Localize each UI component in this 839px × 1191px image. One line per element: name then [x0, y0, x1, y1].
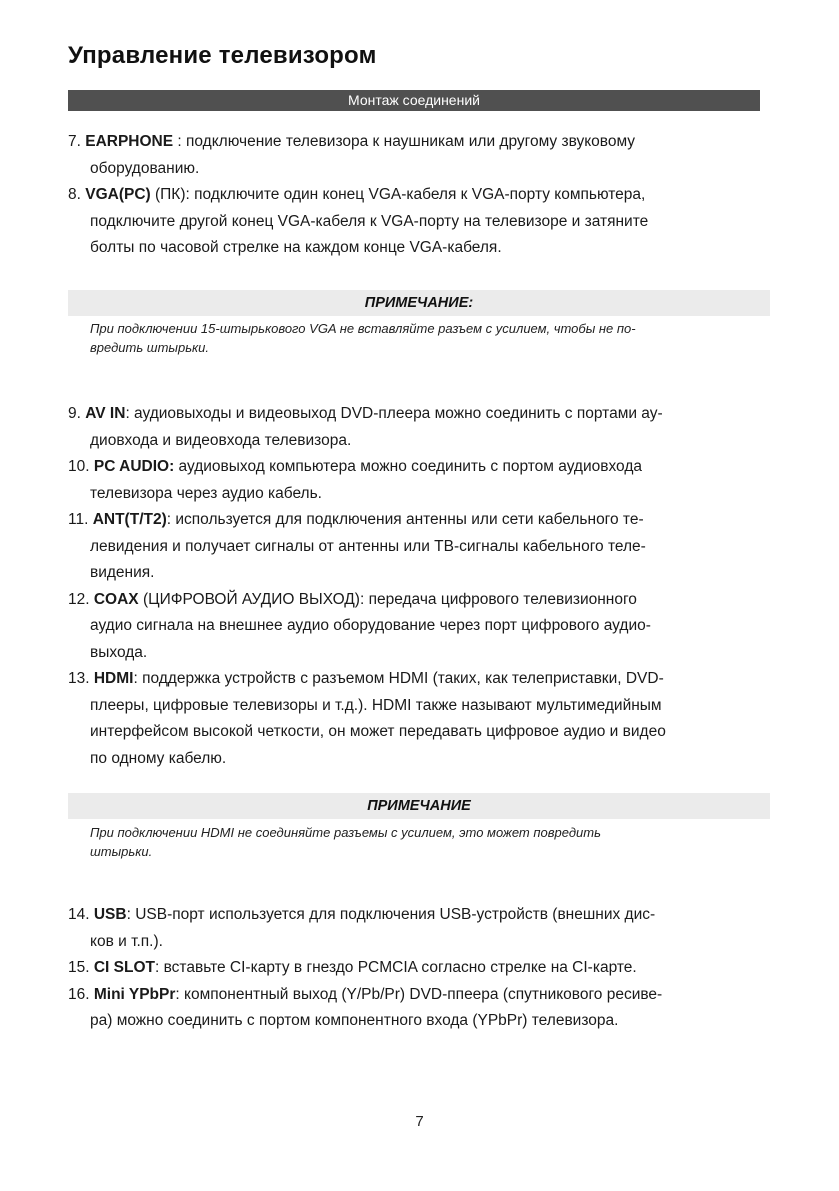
item-text: ра) можно соединить с портом компонентного входа (YPbPr) телевизора.: [90, 1012, 619, 1029]
item-text: телевизора через аудио кабель.: [90, 484, 322, 502]
note-text: [90, 319, 760, 357]
item-number: 12.: [68, 590, 94, 608]
list-item: [68, 182, 770, 262]
list-item: [68, 982, 770, 1035]
list-item: [68, 902, 770, 955]
item-text: : подключение телевизора к наушникам или другому звуковому: [173, 133, 636, 150]
list-item-line: [68, 186, 645, 203]
item-text: подключите другой конец VGA-кабеля к VGA-порту на телевизоре и затяните: [90, 212, 649, 230]
item-text: интерфейсом высокой четкости, он может передавать цифровое аудио и видео: [90, 723, 666, 740]
item-number: 15.: [68, 959, 94, 976]
page-number: 7: [415, 1113, 424, 1130]
item-term: VGA(PC): [85, 186, 151, 203]
list-item: [68, 507, 770, 587]
item-text: ков и т.п.).: [90, 932, 163, 950]
item-text: : вставьте CI-карту в гнездо PCMCIA согласно стрелке на CI-карте.: [155, 959, 637, 976]
list-item: [68, 955, 770, 982]
list-item: [68, 587, 770, 667]
item-text: оборудованию.: [90, 159, 200, 177]
item-text: диовхода и видеовхода телевизора.: [90, 431, 352, 449]
list-item-line: [68, 405, 663, 422]
list-item: [68, 454, 770, 507]
list-item-line: [68, 986, 662, 1003]
item-text: (ЦИФРОВОЙ АУДИО ВЫХОД): передача цифрового телевизионного: [138, 590, 637, 608]
item-text: : используется для подключения антенны или сети кабельного те-: [166, 511, 644, 528]
list-item-line: [68, 959, 637, 976]
page-title: Управление телевизором: [68, 42, 377, 69]
item-text: : USB-порт используется для подключения USB-устройств (внешних дис-: [126, 906, 656, 923]
item-term: ANT(T/T2): [92, 511, 167, 528]
item-text: болты по часовой стрелке на каждом конце VGA-кабеля.: [90, 239, 502, 256]
note-line: При подключении HDMI не соединяйте разъемы с усилием, это может повредить: [90, 825, 601, 840]
item-term: CI SLOT: [93, 959, 155, 976]
item-number: 16.: [68, 985, 94, 1003]
item-text: : компонентный выход (Y/Pb/Pr) DVD-ппеера (спутникового ресиве-: [175, 985, 663, 1003]
item-text: : аудиовыходы и видеовыход DVD-плеера можно соединить с портами ау-: [125, 405, 663, 422]
connection-list-2: [68, 401, 770, 772]
list-item: [68, 401, 770, 454]
item-text: по одному кабелю.: [90, 749, 227, 767]
item-text: плееры, цифровые телевизоры и т.д.). HDMI также называют мультимедийным: [90, 696, 662, 714]
item-number: 9.: [68, 405, 86, 422]
note-line: При подключении 15-штырькового VGA не вставляйте разъем с усилием, чтобы не по-: [90, 321, 636, 336]
item-term: COAX: [93, 590, 139, 608]
item-term: Mini YPbPr: [93, 985, 176, 1003]
list-item: [68, 129, 770, 182]
item-text: видения.: [90, 564, 155, 581]
connection-list-1: [68, 129, 770, 262]
item-number: 10.: [68, 458, 94, 475]
connection-list-3: [68, 902, 770, 1035]
list-item-line: [68, 906, 655, 923]
item-number: 8.: [68, 186, 86, 203]
item-number: 11.: [68, 511, 93, 528]
note-title: ПРИМЕЧАНИЕ: [68, 793, 770, 819]
item-text: левидения и получает сигналы от антенны или ТВ-сигналы кабельного теле-: [90, 537, 646, 555]
item-text: аудио сигнала на внешнее аудио оборудование через порт цифрового аудио-: [90, 617, 651, 634]
item-number: 14.: [68, 906, 94, 923]
section-header: Монтаж соединений: [68, 90, 760, 111]
item-term: EARPHONE: [85, 133, 174, 150]
list-item-line: [68, 511, 644, 528]
list-item-line: [68, 591, 637, 608]
list-item: [68, 666, 770, 772]
item-term: AV IN: [85, 405, 126, 422]
item-term: USB: [93, 906, 127, 923]
item-text: выхода.: [90, 643, 148, 661]
list-item-line: [68, 670, 664, 687]
note-title: ПРИМЕЧАНИЕ:: [68, 290, 770, 316]
item-number: 13.: [68, 670, 94, 687]
list-item-line: [68, 458, 642, 475]
item-term: HDMI: [93, 670, 134, 687]
note-line: вредить штырьки.: [90, 340, 210, 355]
item-text: (ПК): подключите один конец VGA-кабеля к VGA-порту компьютера,: [150, 186, 646, 203]
note-line: штырьки.: [90, 844, 153, 859]
list-item-line: [68, 133, 635, 150]
item-text: : поддержка устройств с разъемом HDMI (таких, как телеприставки, DVD-: [133, 670, 664, 687]
item-text: аудиовыход компьютера можно соединить с портом аудиовхода: [174, 458, 643, 475]
note-text: [90, 823, 760, 861]
item-number: 7.: [68, 133, 86, 150]
item-term: PC AUDIO:: [93, 458, 175, 475]
